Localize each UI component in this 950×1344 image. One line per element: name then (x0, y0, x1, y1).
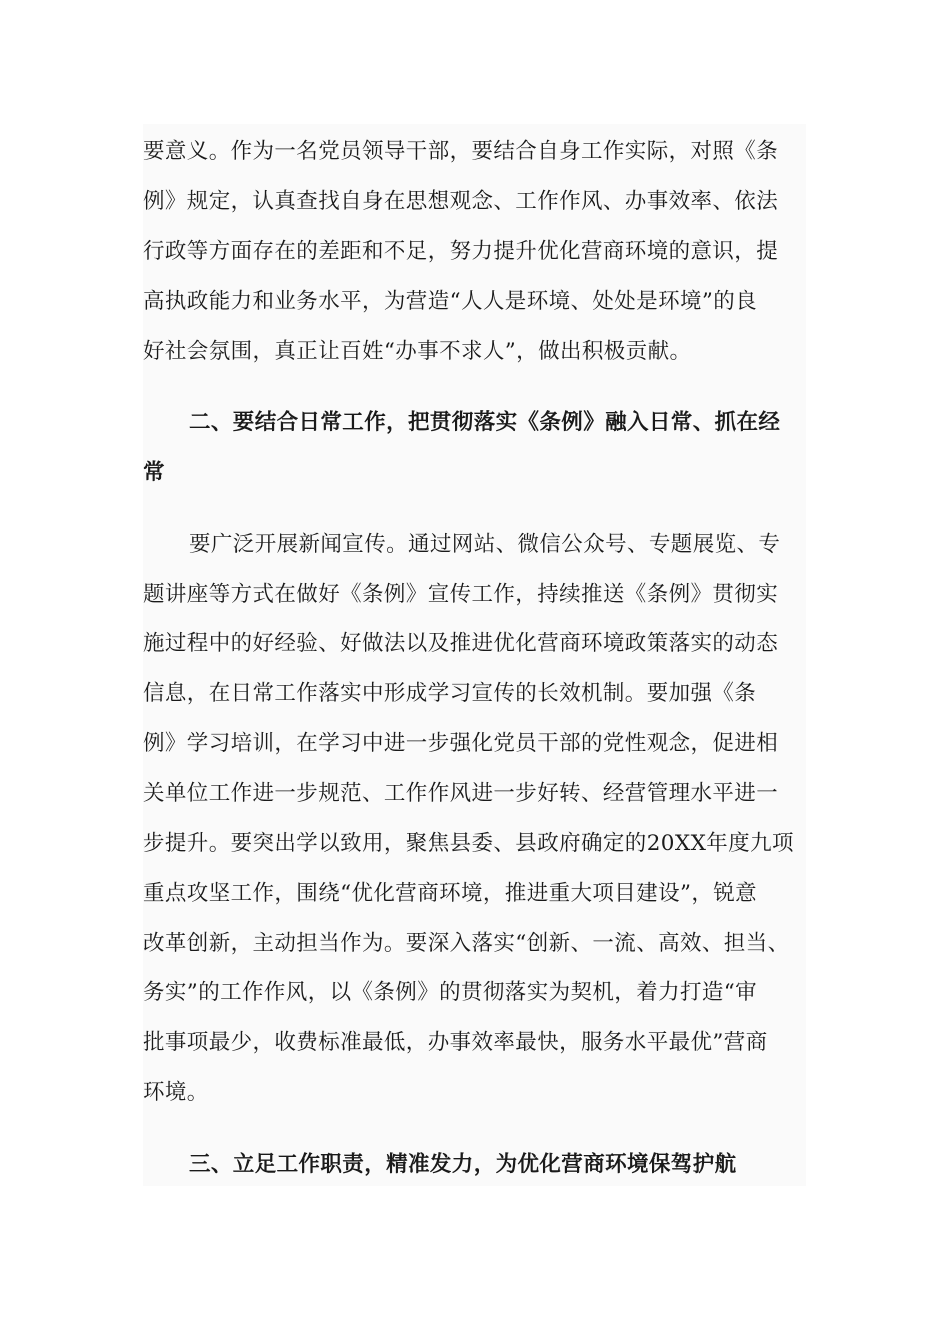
paragraph-line: 好社会氛围，真正让百姓“办事不求人”，做出积极贡献。 (143, 339, 692, 364)
paragraph-line: 例》规定，认真查找自身在思想观念、工作作风、办事效率、依法 (143, 189, 779, 214)
paragraph-line: 改革创新，主动担当作为。要深入落实“创新、一流、高效、担当、 (143, 931, 790, 956)
section-heading: 常 (143, 460, 165, 485)
paragraph-line: 施过程中的好经验、好做法以及推进优化营商环境政策落实的动态 (143, 631, 779, 656)
paragraph-line: 例》学习培训，在学习中进一步强化党员干部的党性观念，促进相 (143, 731, 779, 756)
paragraph-line: 信息，在日常工作落实中形成学习宣传的长效机制。要加强《条 (143, 681, 757, 706)
paragraph-line: 要意义。作为一名党员领导干部，要结合自身工作实际，对照《条 (143, 139, 779, 164)
paragraph-line: 题讲座等方式在做好《条例》宣传工作，持续推送《条例》贯彻实 (143, 582, 779, 607)
paragraph-line: 批事项最少，收费标准最低，办事效率最快，服务水平最优”营商 (143, 1030, 768, 1055)
paragraph-line: 步提升。要突出学以致用，聚焦县委、县政府确定的20XX年度九项 (143, 831, 794, 856)
section-heading: 二、要结合日常工作，把贯彻落实《条例》融入日常、抓在经 (189, 410, 781, 435)
paragraph-line: 务实”的工作作风，以《条例》的贯彻落实为契机，着力打造“审 (143, 980, 758, 1005)
paragraph-line: 环境。 (143, 1080, 209, 1105)
paragraph-line: 要广泛开展新闻宣传。通过网站、微信公众号、专题展览、专 (189, 532, 781, 557)
paragraph-line: 重点攻坚工作，围绕“优化营商环境，推进重大项目建设”，锐意 (143, 881, 758, 906)
paragraph-line: 行政等方面存在的差距和不足，努力提升优化营商环境的意识，提 (143, 239, 779, 264)
section-heading: 三、立足工作职责，精准发力，为优化营商环境保驾护航 (189, 1152, 737, 1177)
paragraph-line: 关单位工作进一步规范、工作作风进一步好转、经营管理水平进一 (143, 781, 779, 806)
paragraph-line: 高执政能力和业务水平，为营造“人人是环境、处处是环境”的良 (143, 289, 758, 314)
